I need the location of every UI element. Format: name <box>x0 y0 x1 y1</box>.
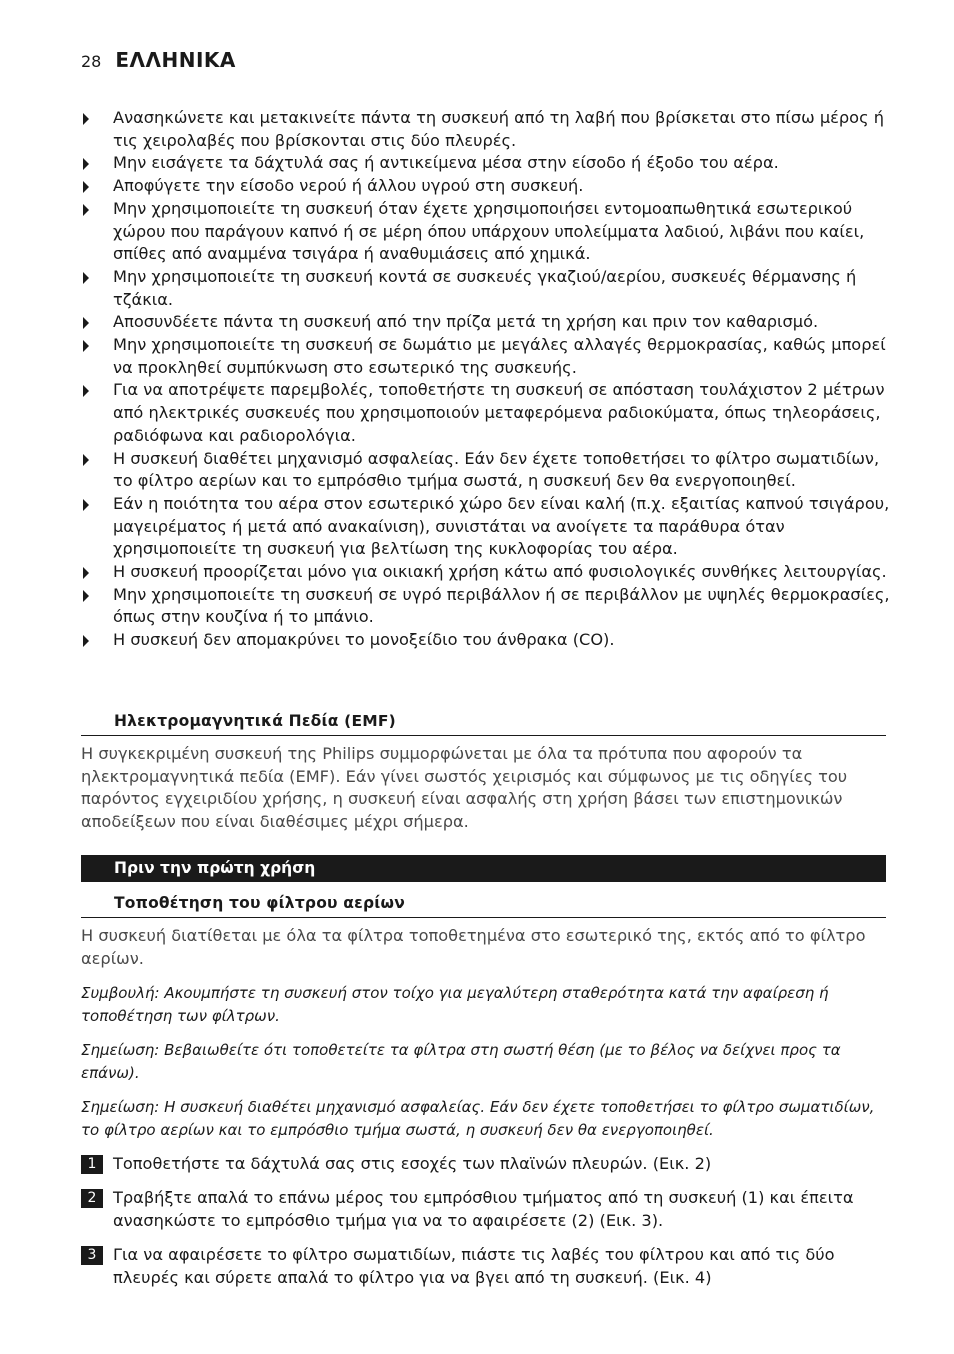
bullet-arrow-icon <box>83 635 89 647</box>
list-item-text: Μην χρησιμοποιείτε τη συσκευή όταν έχετε χρησιμοποιήσει εντομοαπωθητικά εσωτερικού χώρου που παράγουν καπνό ή σε μέρη όπου υπάρχουν υπολείμματα λαδιού, λιβάνι που καίει, σπίθες από αναμμένα τσιγάρα ή αναθυμιάσεις από χημικά. <box>113 198 865 264</box>
bullet-arrow-icon <box>83 340 89 352</box>
list-item-text: Αποφύγετε την είσοδο νερού ή άλλου υγρού στη συσκευή. <box>113 176 584 196</box>
step-number: 2 <box>81 1189 103 1208</box>
list-item-text: Η συσκευή δεν απομακρύνει το μονοξείδιο του άνθρακα (CO). <box>113 630 615 650</box>
list-item-text: Μην χρησιμοποιείτε τη συσκευή κοντά σε συσκευές γκαζιού/αερίου, συσκευές θέρμανσης ή τζάκια. <box>113 266 857 309</box>
list-item <box>81 334 891 379</box>
list-item <box>81 311 891 334</box>
list-item-text: Για να αποτρέψετε παρεμβολές, τοποθετήστε τη συσκευή σε απόσταση τουλάχιστον 2 μέτρων από ηλεκτρικές συσκευές που χρησιμοποιούν μεταφερόμενα ραδιοκύματα, όπως τηλεοράσεις, ραδιόφωνα και ραδιορολόγια. <box>113 380 885 445</box>
list-item <box>81 584 891 629</box>
step-text: Για να αφαιρέσετε το φίλτρο σωματιδίων, πιάστε τις λαβές του φίλτρου και από τις δύο πλευρές και σύρετε απαλά το φίλτρο για να βγει από τη συσκευή. (Εικ. 4) <box>113 1245 835 1287</box>
list-item <box>81 152 891 175</box>
tip-note: Συμβουλή: Ακουμπήστε τη συσκευή στον τοίχο για μεγαλύτερη σταθερότητα κατά την αφαίρεση ή τοποθέτηση των φίλτρων. <box>81 984 829 1025</box>
step-number: 3 <box>81 1246 103 1265</box>
filter-heading-text: Τοποθέτηση του φίλτρου αερίων <box>114 894 405 912</box>
bullet-arrow-icon <box>83 567 89 579</box>
step-item <box>81 1153 891 1176</box>
list-item <box>81 561 891 584</box>
list-item <box>81 107 891 152</box>
list-item <box>81 448 891 493</box>
list-item <box>81 379 891 447</box>
step-item <box>81 1187 891 1232</box>
list-item-text: Η συσκευή προορίζεται μόνο για οικιακή χρήση κάτω από φυσιολογικές συνθήκες λειτουργίας. <box>113 562 887 582</box>
bullet-arrow-icon <box>83 158 89 170</box>
section-title-bar <box>81 855 886 882</box>
list-item <box>81 266 891 311</box>
step-number: 1 <box>81 1155 103 1174</box>
emf-heading <box>81 709 886 736</box>
filter-heading <box>81 891 886 918</box>
list-item <box>81 175 891 198</box>
bullet-arrow-icon <box>83 590 89 602</box>
list-item <box>81 198 891 266</box>
filter-intro: Η συσκευή διατίθεται με όλα τα φίλτρα τοποθετημένα στο εσωτερικό της, εκτός από το φίλτρο αερίων. <box>81 926 866 968</box>
page-header <box>81 48 236 72</box>
list-item-text: Αποσυνδέετε πάντα τη συσκευή από την πρίζα μετά τη χρήση και πριν τον καθαρισμό. <box>113 312 819 332</box>
list-item-text: Μην χρησιμοποιείτε τη συσκευή σε δωμάτιο με μεγάλες αλλαγές θερμοκρασίας, καθώς μπορεί να προκληθεί συμπύκνωση στο εσωτερικό της συσκευής. <box>113 335 886 377</box>
list-item <box>81 629 891 652</box>
list-item <box>81 493 891 561</box>
bullet-arrow-icon <box>83 385 89 397</box>
list-item-text: Η συσκευή διαθέτει μηχανισμό ασφαλείας. Εάν δεν έχετε τοποθετήσει το φίλτρο σωματιδίων, το φίλτρο αερίων και το εμπρόσθιο τμήμα σωστά, η συσκευή δεν θα ενεργοποιηθεί. <box>113 448 880 491</box>
safety-bullet-list <box>81 107 891 652</box>
language-title: ΕΛΛΗΝΙΚΑ <box>115 48 236 72</box>
step-item <box>81 1244 891 1289</box>
list-item-text: Μην χρησιμοποιείτε τη συσκευή σε υγρό περιβάλλον ή σε περιβάλλον με υψηλές θερμοκρασίες, όπως στην κουζίνα ή το μπάνιο. <box>113 584 890 627</box>
step-text: Τραβήξτε απαλά το επάνω μέρος του εμπρόσθιου τμήματος από τη συσκευή (1) και έπειτα ανασηκώστε το εμπρόσθιο τμήμα για να το αφαιρέσετε (2) (Εικ. 3). <box>113 1188 854 1230</box>
step-text: Τοποθετήστε τα δάχτυλά σας στις εσοχές των πλαϊνών πλευρών. (Εικ. 2) <box>113 1154 712 1173</box>
note-safety: Σημείωση: Η συσκευή διαθέτει μηχανισμό ασφαλείας. Εάν δεν έχετε τοποθετήσει το φίλτρο σωματιδίων, το φίλτρο αερίων και το εμπρόσθιο τμήμα σωστά, η συσκευή δεν θα ενεργοποιηθεί. <box>81 1098 875 1139</box>
bullet-arrow-icon <box>83 317 89 329</box>
bullet-arrow-icon <box>83 181 89 193</box>
bullet-arrow-icon <box>83 204 89 216</box>
list-item-text: Μην εισάγετε τα δάχτυλά σας ή αντικείμενα μέσα στην είσοδο ή έξοδο του αέρα. <box>113 153 779 173</box>
bullet-arrow-icon <box>83 454 89 466</box>
emf-heading-text: Ηλεκτρομαγνητικά Πεδία (EMF) <box>114 712 396 730</box>
note-position: Σημείωση: Βεβαιωθείτε ότι τοποθετείτε τα φίλτρα στη σωστή θέση (με το βέλος να δείχνει προς τα επάνω). <box>81 1041 841 1082</box>
page-number: 28 <box>81 52 102 71</box>
section-title: Πριν την πρώτη χρήση <box>114 859 316 877</box>
bullet-arrow-icon <box>83 113 89 125</box>
emf-paragraph: Η συγκεκριμένη συσκευή της Philips συμμορφώνεται με όλα τα πρότυπα που αφορούν τα ηλεκτρομαγνητικά πεδία (EMF). Εάν γίνει σωστός χειρισμός και σύμφωνος με τις οδηγίες του παρόντος εγχειριδίου χρήσης, η συσκευή είναι ασφαλής στη χρήση βάσει των επιστημονικών αποδείξεων που είναι διαθέσιμες μέχρι σήμερα. <box>81 744 848 832</box>
list-item-text: Εάν η ποιότητα του αέρα στον εσωτερικό χώρο δεν είναι καλή (π.χ. εξαιτίας καπνού τσιγάρου, μαγειρέματος ή μετά από ανακαίνιση), συνιστάται να ανοίγετε τα παράθυρα όταν χρησιμοποιείτε τη συσκευή για βελτίωση της κυκλοφορίας του αέρα. <box>113 493 890 559</box>
bullet-arrow-icon <box>83 272 89 284</box>
list-item-text: Ανασηκώνετε και μετακινείτε πάντα τη συσκευή από τη λαβή που βρίσκεται στο πίσω μέρος ή τις χειρολαβές που βρίσκονται στις δύο πλευρές. <box>113 108 884 150</box>
bullet-arrow-icon <box>83 499 89 511</box>
